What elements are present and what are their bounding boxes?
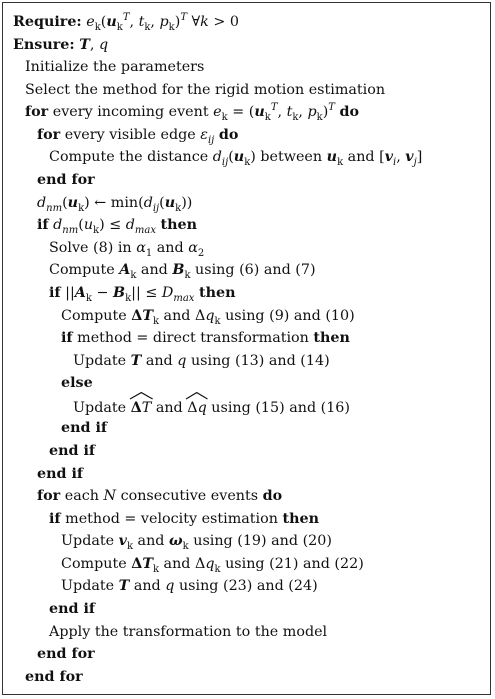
keyword: end for: [37, 646, 95, 663]
keyword: end for: [37, 172, 95, 189]
keyword: do: [262, 488, 283, 505]
line-text: Initialize the parameters: [25, 59, 205, 76]
algo-line: $d_{nm}(u_k)$ ← $\min(d_{ij}(u_k))$: [37, 194, 193, 214]
algo-line: [13, 79, 482, 102]
keyword: end if: [49, 442, 96, 459]
hat-delta-T: ΔT: [131, 395, 152, 420]
keyword: then: [313, 330, 350, 347]
algo-line: Update T and q using (13) and (14): [73, 352, 330, 369]
keyword: end if: [37, 465, 84, 482]
ensure-keyword: Ensure:: [13, 36, 75, 53]
algo-line: [13, 372, 482, 395]
algo-line: if $d_{nm}(u_k) \le d_{max}$ then: [37, 217, 198, 237]
algo-line: for every visible edge $\varepsilon_{ij}$ do: [37, 126, 239, 146]
line-text: Apply the transformation to the model: [49, 623, 328, 640]
keyword: for: [25, 104, 49, 121]
algo-line: Update T and q using (23) and (24): [61, 578, 318, 595]
keyword: then: [198, 284, 236, 301]
require-keyword: Require:: [13, 14, 82, 30]
keyword: end if: [49, 601, 96, 618]
keyword: if: [61, 330, 73, 347]
algo-line: [13, 440, 482, 463]
algo-line: for each N consecutive events do: [37, 488, 283, 505]
algorithm-box: [2, 2, 491, 695]
keyword: for: [37, 126, 61, 143]
keyword: do: [218, 126, 239, 143]
keyword: then: [282, 510, 319, 527]
keyword: end if: [61, 420, 108, 437]
algo-line: [13, 463, 482, 486]
ensure-line: Ensure: T, q: [13, 36, 109, 53]
algo-line: Compute $\Delta T_k$ and $\Delta q_k$ using (9) and (10): [61, 307, 355, 327]
algo-line: Update $v_k$ and $\omega_k$ using (19) and (20): [61, 533, 332, 553]
keyword: if: [49, 284, 61, 301]
keyword: end for: [25, 668, 83, 685]
algo-line: [13, 169, 482, 192]
keyword: if: [37, 217, 49, 234]
algo-line: Compute $A_k$ and $B_k$ using (6) and (7): [49, 262, 316, 282]
algo-line: Update ΔT and Δq using (15) and (16): [13, 395, 482, 418]
keyword: for: [37, 488, 61, 505]
algo-line: if method = velocity estimation then: [49, 510, 319, 527]
algo-line: [13, 598, 482, 621]
keyword: do: [339, 104, 360, 121]
require-line: Require: $e_k(u_k^T$, $t_k$, $p_k)^T$ ∀k > 0: [13, 12, 240, 33]
algo-line: Compute $\Delta T_k$ and $\Delta q_k$ using (21) and (22): [61, 555, 364, 575]
algo-line: Compute the distance $d_{ij}(u_k)$ between $u_k$ and [$v_i$, $v_j$]: [49, 149, 423, 169]
algo-line: if method = direct transformation then: [61, 330, 350, 347]
algo-line: [13, 417, 482, 440]
algo-line: [13, 621, 482, 644]
line-text: Select the method for the rigid motion estimation: [25, 81, 386, 98]
hat-delta-q: Δq: [187, 395, 206, 420]
algo-line: [13, 666, 482, 689]
keyword: then: [160, 217, 198, 234]
algo-line: for every incoming event $e_k = (u_k^T$, $t_k$, $p_k)^T$ do: [25, 102, 360, 124]
algo-line: [13, 56, 482, 79]
algo-line: [13, 643, 482, 666]
algo-line: if $||A_k - B_k|| \le D_{max}$ then: [49, 284, 236, 304]
keyword: else: [61, 375, 93, 392]
keyword: if: [49, 510, 61, 527]
algo-line: Solve (8) in $\alpha_1$ and $\alpha_2$: [49, 239, 205, 259]
algorithm-listing: [13, 11, 482, 688]
